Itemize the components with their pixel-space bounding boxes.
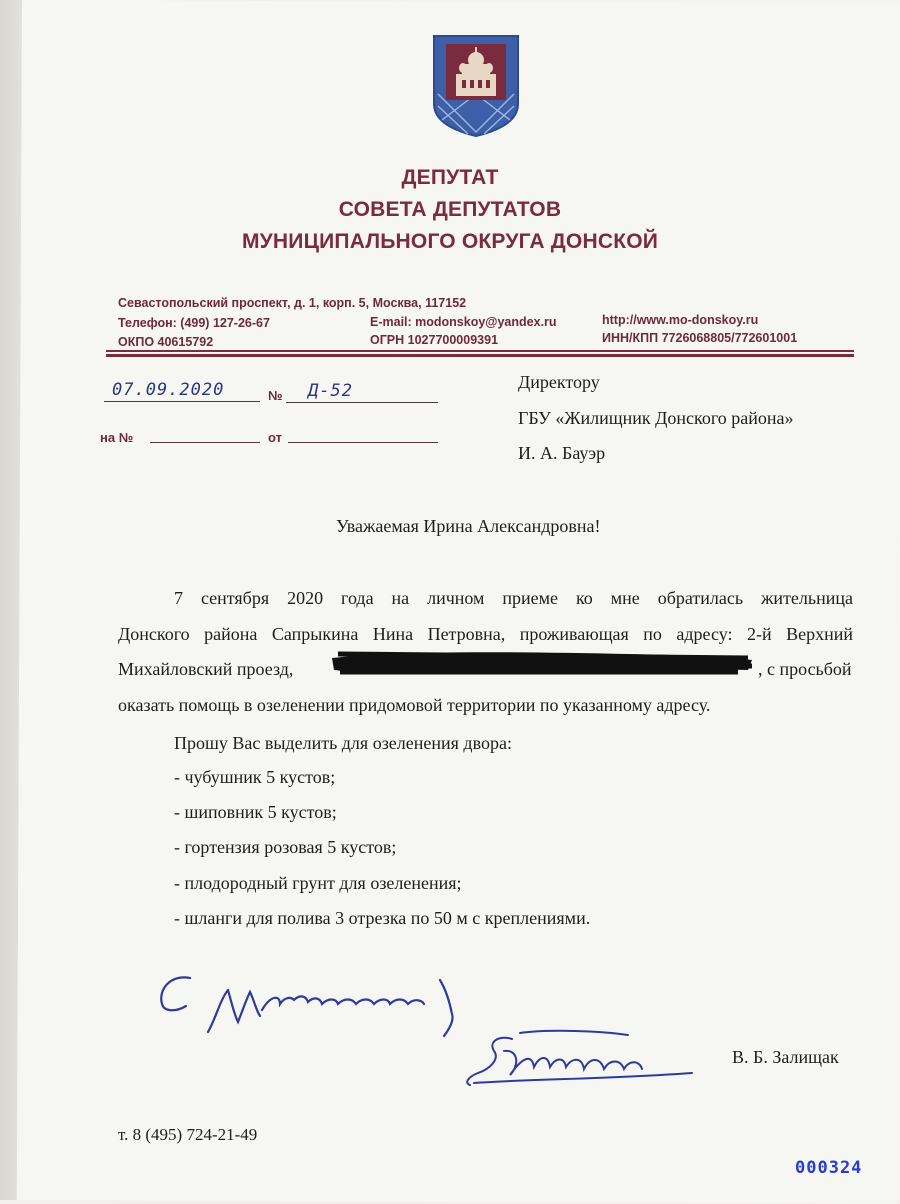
- coat-of-arms-icon: [432, 34, 520, 138]
- contact-phone: т. 8 (495) 724-21-49: [118, 1125, 258, 1144]
- list-item: - шланги для полива 3 отрезка по 50 м с креплениями.: [174, 908, 591, 928]
- request-line: Прошу Вас выделить для озеленения двора:: [174, 733, 512, 753]
- letterhead-website: http://www.mo-donskoy.ru: [602, 313, 759, 327]
- paragraph-line3-start: Михайловский проезд,: [118, 659, 294, 679]
- from-label: от: [268, 430, 282, 445]
- signature: [460, 1025, 700, 1095]
- salutation: Уважаемая Ирина Александровна!: [336, 516, 601, 536]
- outgoing-date: 07.09.2020: [112, 380, 225, 400]
- list-item: - гортензия розовая 5 кустов;: [174, 837, 397, 857]
- letterhead-divider-thin: [106, 350, 854, 352]
- addressee-line3: И. А. Бауэр: [518, 443, 606, 463]
- outgoing-number: Д-52: [308, 381, 353, 401]
- date-underline: [104, 401, 260, 402]
- handwritten-closing: [150, 970, 480, 1040]
- serial-stamp-number: 000324: [795, 1158, 863, 1178]
- letterhead-inn-kpp: ИНН/КПП 7726068805/772601001: [602, 331, 798, 345]
- letterhead-phone: Телефон: (499) 127-26-67: [118, 316, 270, 330]
- addressee-line2: ГБУ «Жилищник Донского района»: [518, 408, 794, 428]
- letterhead-title-line3: МУНИЦИПАЛЬНОГО ОКРУГА ДОНСКОЙ: [241, 230, 659, 253]
- in-reply-label: на №: [100, 430, 134, 445]
- list-item: - чубушник 5 кустов;: [174, 767, 336, 787]
- list-item: - плодородный грунт для озеленения;: [174, 873, 462, 893]
- letterhead-title-line1: ДЕПУТАТ: [401, 166, 499, 189]
- paragraph-line3-end: , с просьбой: [758, 659, 852, 679]
- addressee-line1: Директору: [518, 372, 600, 392]
- from-underline: [288, 442, 438, 443]
- in-reply-underline: [150, 442, 260, 443]
- redaction-mark: [328, 648, 758, 678]
- list-item: - шиповник 5 кустов;: [174, 802, 337, 822]
- letterhead-divider-thick: [106, 354, 854, 357]
- number-underline: [286, 402, 438, 403]
- signer-name: В. Б. Залищак: [732, 1047, 839, 1067]
- paragraph-line2: Донского района Сапрыкина Нина Петровна, проживающая по адресу: 2-й Верхний: [118, 624, 853, 644]
- letterhead-email: E-mail: modonskoy@yandex.ru: [370, 315, 557, 329]
- number-label: №: [268, 388, 283, 403]
- letterhead-title-line2: СОВЕТА ДЕПУТАТОВ: [338, 198, 562, 221]
- letterhead-ogrn: ОГРН 1027700009391: [370, 333, 499, 347]
- paragraph-line4: оказать помощь в озеленении придомовой территории по указанному адресу.: [118, 695, 711, 715]
- letterhead-address: Севастопольский проспект, д. 1, корп. 5, Москва, 117152: [118, 296, 467, 310]
- paragraph-line1: 7 сентября 2020 года на личном приеме ко мне обратилась жительница: [174, 588, 853, 608]
- letterhead-okpo: ОКПО 40615792: [118, 335, 214, 349]
